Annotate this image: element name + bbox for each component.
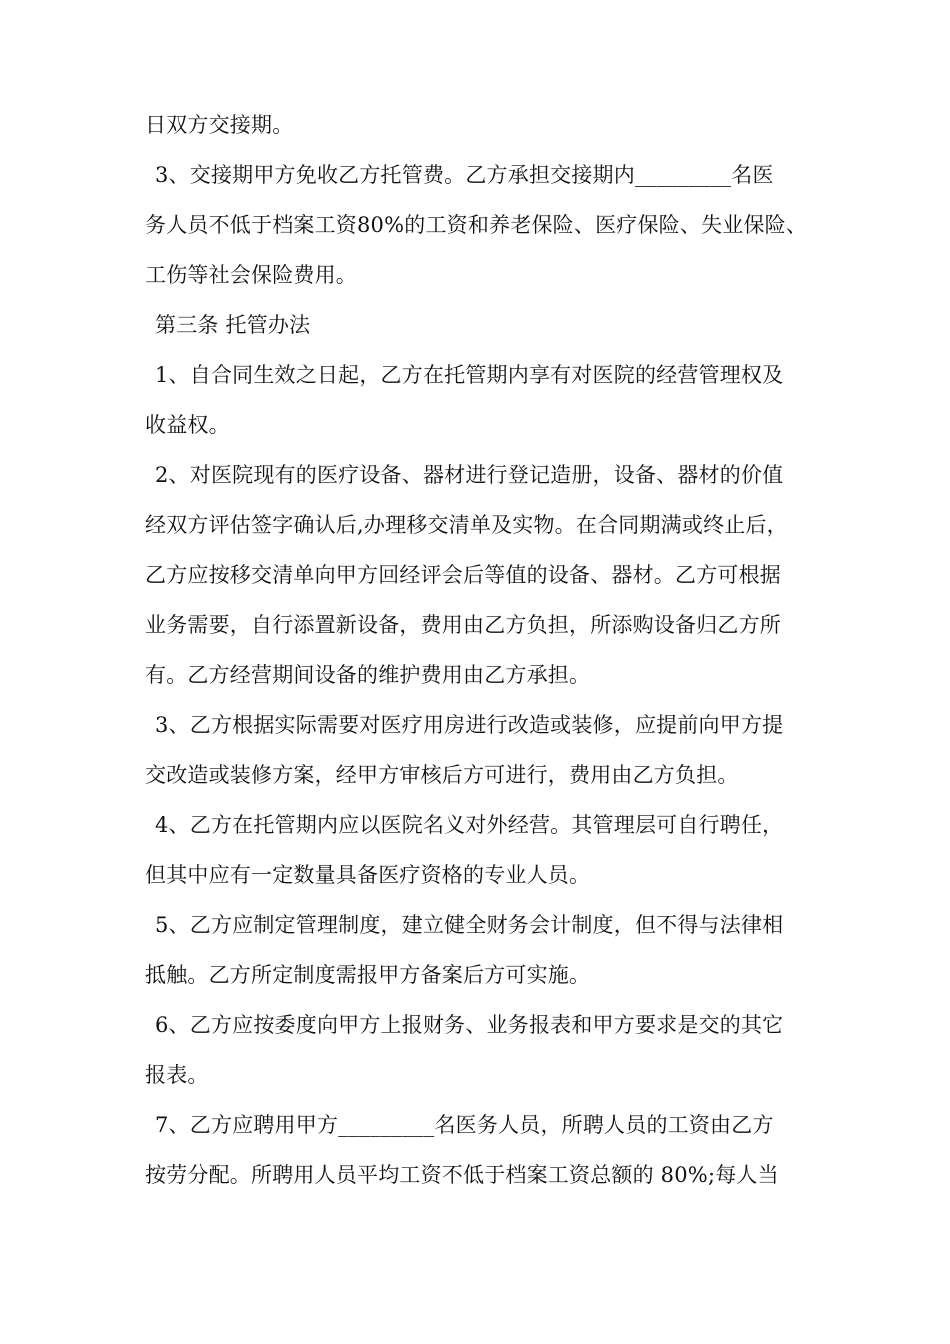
- text-line-16: 但其中应有一定数量具备医疗资格的专业人员。: [145, 863, 591, 887]
- text-line-6: 1、自合同生效之日起，乙方在托管期内享有对医院的经营管理权及: [155, 363, 784, 387]
- text-line-13: 3、乙方根据实际需要对医疗用房进行改造或装修，应提前向甲方提: [155, 713, 784, 737]
- text-line-15: 4、乙方在托管期内应以医院名义对外经营。其管理层可自行聘任，: [155, 813, 784, 837]
- text-line-8: 2、对医院现有的医疗设备、器材进行登记造册，设备、器材的价值: [155, 463, 784, 487]
- document-body: [145, 100, 825, 1200]
- text-line-9: 经双方评估签字确认后,办理移交清单及实物。在合同期满或终止后，: [145, 513, 788, 537]
- text-line-20: 报表。: [145, 1063, 209, 1087]
- text-line-10: 乙方应按移交清单向甲方回经评会后等值的设备、器材。乙方可根据: [145, 563, 781, 587]
- text-line-12: 有。乙方经营期间设备的维护费用由乙方承担。: [145, 663, 591, 687]
- text-line-18: 抵触。乙方所定制度需报甲方备案后方可实施。: [145, 963, 591, 987]
- text-line-19: 6、乙方应按委度向甲方上报财务、业务报表和甲方要求是交的其它: [155, 1013, 784, 1037]
- section-heading: 第三条 托管办法: [155, 313, 311, 337]
- text-line-14: 交改造或装修方案，经甲方审核后方可进行，费用由乙方负担。: [145, 763, 739, 787]
- text-line-17: 5、乙方应制定管理制度，建立健全财务会计制度，但不得与法律相: [155, 913, 784, 937]
- text-line-2: 3、交接期甲方免收乙方托管费。乙方承担交接期内_________名医: [155, 163, 774, 187]
- text-line-4: 工伤等社会保险费用。: [145, 263, 357, 287]
- text-line-22: 按劳分配。所聘用人员平均工资不低于档案工资总额的 80%;每人当: [145, 1163, 779, 1187]
- text-line-7: 收益权。: [145, 413, 230, 437]
- text-line-1: 日双方交接期。: [145, 113, 294, 137]
- text-line-21: 7、乙方应聘用甲方_________名医务人员，所聘人员的工资由乙方: [155, 1113, 774, 1137]
- text-line-11: 业务需要，自行添置新设备，费用由乙方负担，所添购设备归乙方所: [145, 613, 781, 637]
- text-line-3: 务人员不低于档案工资80%的工资和养老保险、医疗保险、失业保险、: [145, 213, 808, 237]
